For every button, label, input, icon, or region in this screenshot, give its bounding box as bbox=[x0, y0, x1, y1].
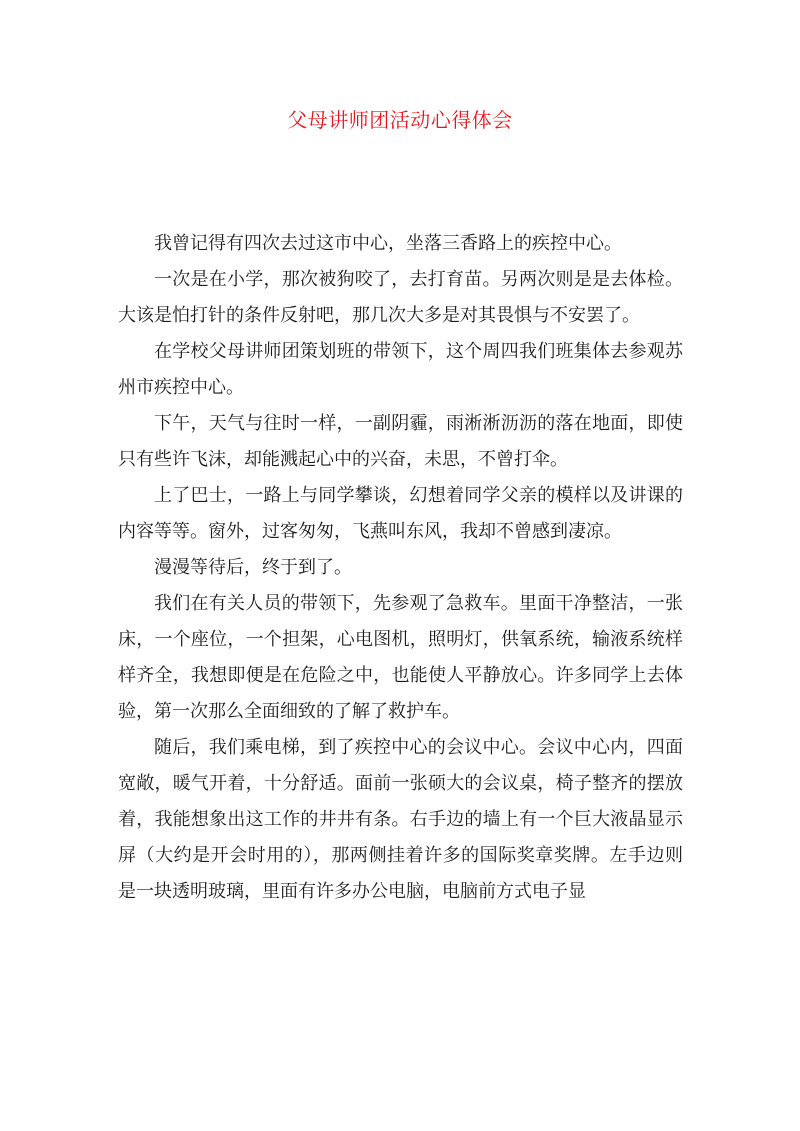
paragraph-2: 一次是在小学，那次被狗咬了，去打育苗。另两次则是是去体检。大该是怕打针的条件反射吧，那几次大多是对其畏惧与不安罢了。 bbox=[118, 269, 683, 326]
paragraph-7: 我们在有关人员的带领下，先参观了急救车。里面干净整洁，一张床，一个座位，一个担架，心电图机，照明灯，供氧系统，输液系统样样齐全，我想即便是在危险之中，也能使人平静放心。许多同学上去体验，第一次那么全面细致的了解了救护车。 bbox=[118, 593, 683, 722]
paragraph-4: 下午，天气与往时一样，一副阴霾，雨淅淅沥沥的落在地面，即使只有些许飞沫，却能溅起心中的兴奋，未思，不曾打伞。 bbox=[118, 413, 683, 470]
document-title: 父母讲师团活动心得体会 bbox=[287, 108, 513, 132]
paragraph-3: 在学校父母讲师团策划班的带领下，这个周四我们班集体去参观苏州市疾控中心。 bbox=[118, 341, 683, 398]
paragraph-5: 上了巴士，一路上与同学攀谈，幻想着同学父亲的模样以及讲课的内容等等。窗外，过客匆匆，飞燕叫东风，我却不曾感到凄凉。 bbox=[118, 485, 683, 542]
paragraph-8: 随后，我们乘电梯，到了疾控中心的会议中心。会议中心内，四面宽敞，暖气开着，十分舒适。面前一张硕大的会议桌，椅子整齐的摆放着，我能想象出这工作的井井有条。右手边的墙上有一个巨大液晶显示屏（大约是开会时用的），那两侧挂着许多的国际奖章奖牌。左手边则是一块透明玻璃，里面有许多办公电脑，电脑前方式电子显 bbox=[118, 737, 683, 902]
document-body bbox=[118, 226, 683, 910]
paragraph-1: 我曾记得有四次去过这市中心，坐落三香路上的疾控中心。 bbox=[154, 233, 622, 254]
paragraph-6: 漫漫等待后，终于到了。 bbox=[154, 557, 352, 578]
